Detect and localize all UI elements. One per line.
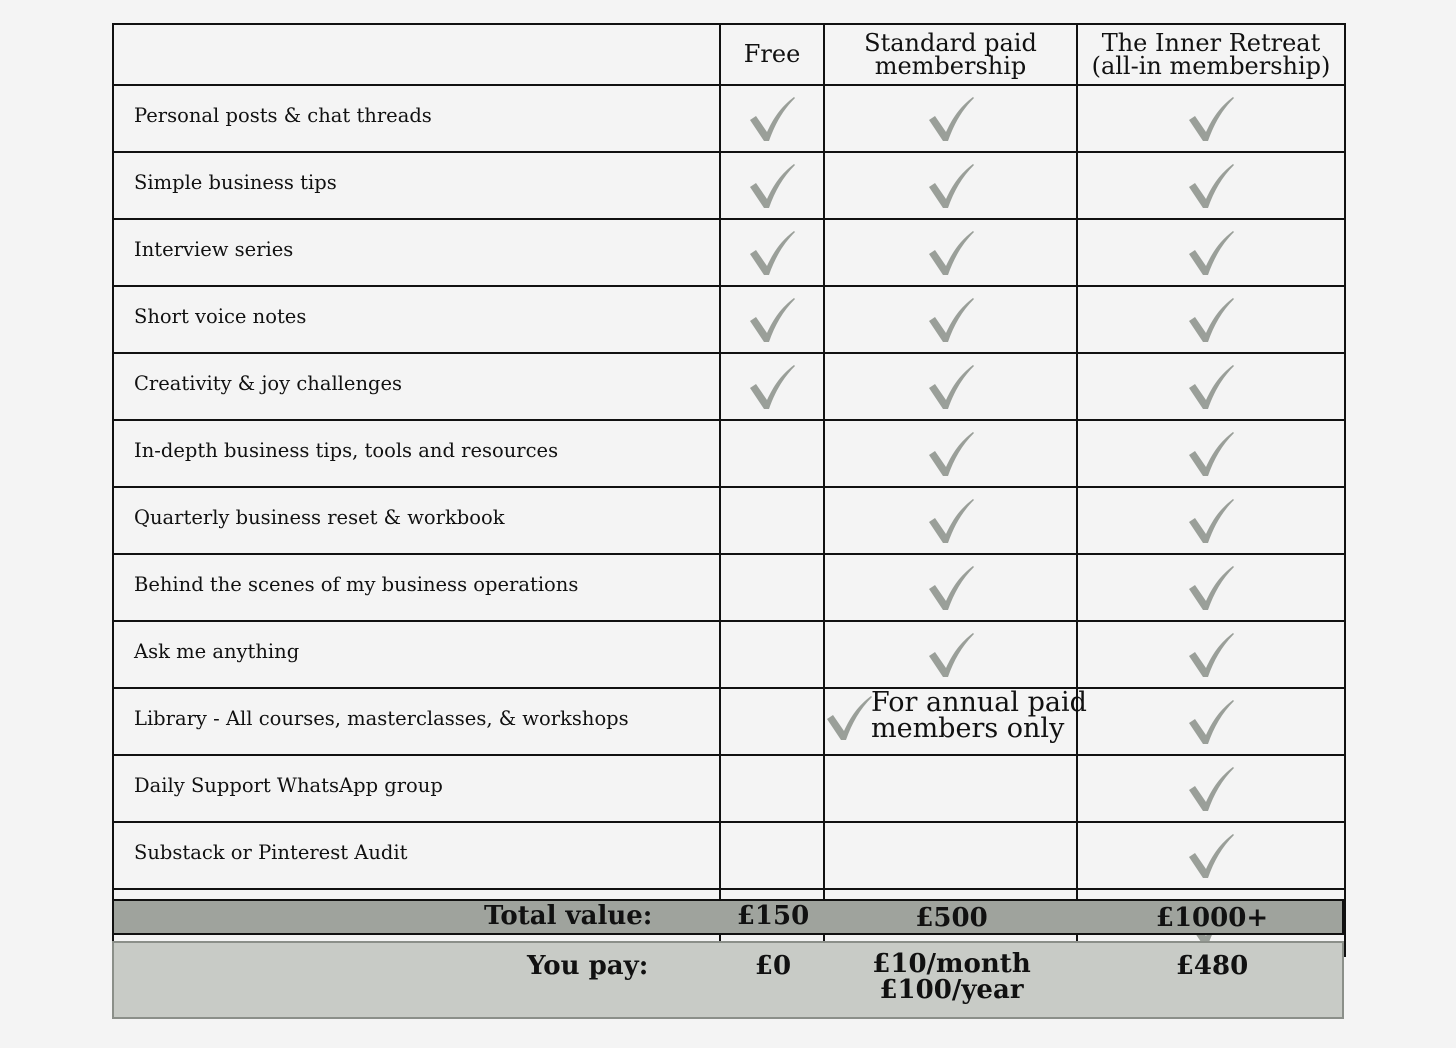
- cell-inner: [1077, 85, 1345, 152]
- membership-comparison-table: [112, 23, 1346, 957]
- table-row: [113, 85, 1345, 152]
- checkmark-icon: [927, 229, 975, 277]
- note-line1: For annual paid: [871, 687, 1087, 718]
- cell-standard: [824, 687, 1087, 755]
- checkmark-icon: [748, 229, 796, 277]
- total-value-bar: [112, 899, 1344, 935]
- cell-inner: [1077, 487, 1345, 554]
- checkmark-icon: [1187, 430, 1235, 478]
- cell-free: [720, 822, 824, 889]
- feature-label: Creativity & joy challenges: [113, 353, 720, 420]
- cell-inner: [1077, 286, 1345, 353]
- table-row: [113, 420, 1345, 487]
- checkmark-icon: [1187, 95, 1235, 143]
- cell-standard: [824, 219, 1077, 286]
- table-header-row: [113, 24, 1345, 85]
- feature-label: Daily Support WhatsApp group: [113, 755, 720, 822]
- total-value-free: £150: [736, 901, 810, 931]
- feature-label: Personal posts & chat threads: [113, 85, 720, 152]
- checkmark-icon: [748, 95, 796, 143]
- cell-standard: [824, 755, 1077, 822]
- cell-free: [720, 85, 824, 152]
- annual-members-note: [871, 687, 1087, 744]
- cell-free: [720, 420, 824, 487]
- total-value-label: Total value:: [484, 901, 653, 931]
- you-pay-standard-monthly: £10/month: [872, 949, 1031, 979]
- cell-free: [720, 353, 824, 420]
- cell-inner: [1077, 688, 1345, 755]
- table-row: [113, 755, 1345, 822]
- header-inner-line1: The Inner Retreat: [1101, 28, 1321, 57]
- header-inner-line2: (all-in membership): [1091, 51, 1331, 80]
- cell-free: [720, 755, 824, 822]
- you-pay-free: £0: [754, 951, 792, 981]
- feature-label: Interview series: [113, 219, 720, 286]
- table-row: [113, 487, 1345, 554]
- cell-free: [720, 621, 824, 688]
- checkmark-icon: [1187, 564, 1235, 612]
- checkmark-icon: [748, 363, 796, 411]
- note-line2: members only: [871, 713, 1065, 744]
- table-row: [113, 822, 1345, 889]
- cell-inner: [1077, 554, 1345, 621]
- checkmark-icon: [927, 296, 975, 344]
- cell-free: [720, 554, 824, 621]
- header-standard-line2: membership: [874, 51, 1027, 80]
- feature-label: Library - All courses, masterclasses, & workshops: [113, 688, 720, 755]
- checkmark-icon: [927, 430, 975, 478]
- cell-standard: [824, 353, 1077, 420]
- cell-inner: [1077, 420, 1345, 487]
- feature-label: Quarterly business reset & workbook: [113, 487, 720, 554]
- table-row: [113, 353, 1345, 420]
- header-free-label: Free: [743, 40, 801, 68]
- header-free: [720, 24, 824, 85]
- table-row: [113, 152, 1345, 219]
- cell-inner: [1077, 219, 1345, 286]
- checkmark-icon: [1187, 296, 1235, 344]
- table-row: [113, 621, 1345, 688]
- feature-label: Ask me anything: [113, 621, 720, 688]
- cell-free: [720, 688, 824, 755]
- cell-inner: [1077, 621, 1345, 688]
- checkmark-icon: [927, 95, 975, 143]
- checkmark-icon: [748, 296, 796, 344]
- checkmark-icon: [748, 162, 796, 210]
- cell-free: [720, 286, 824, 353]
- checkmark-icon: [1187, 631, 1235, 679]
- checkmark-icon: [1187, 698, 1235, 746]
- checkmark-icon: [1187, 832, 1235, 880]
- checkmark-icon: [1187, 497, 1235, 545]
- checkmark-icon: [1187, 162, 1235, 210]
- cell-free: [720, 219, 824, 286]
- checkmark-icon: [927, 363, 975, 411]
- cell-standard: [824, 152, 1077, 219]
- cell-standard: [824, 621, 1077, 688]
- you-pay-inner: £480: [1175, 951, 1249, 981]
- total-value-standard: £500: [915, 903, 988, 933]
- feature-label: Short voice notes: [113, 286, 720, 353]
- you-pay-standard-yearly: £100/year: [879, 975, 1024, 1005]
- checkmark-icon: [927, 564, 975, 612]
- table-row: [113, 554, 1345, 621]
- checkmark-icon: [825, 694, 873, 742]
- cell-free: [720, 487, 824, 554]
- checkmark-icon: [927, 631, 975, 679]
- cell-free: [720, 152, 824, 219]
- cell-inner: [1077, 353, 1345, 420]
- table-row: [113, 688, 1345, 755]
- feature-label: In-depth business tips, tools and resources: [113, 420, 720, 487]
- total-value-inner: £1000+: [1155, 903, 1269, 933]
- cell-standard: [824, 822, 1077, 889]
- you-pay-box: [112, 941, 1344, 1019]
- cell-standard: [824, 85, 1077, 152]
- header-standard: [824, 24, 1077, 85]
- checkmark-icon: [1187, 363, 1235, 411]
- feature-label: Substack or Pinterest Audit: [113, 822, 720, 889]
- checkmark-icon: [927, 162, 975, 210]
- feature-label: Simple business tips: [113, 152, 720, 219]
- table-row: [113, 286, 1345, 353]
- checkmark-icon: [1187, 229, 1235, 277]
- you-pay-standard: [825, 951, 1078, 1003]
- checkmark-icon: [927, 497, 975, 545]
- checkmark-icon: [1187, 765, 1235, 813]
- cell-standard: [824, 554, 1077, 621]
- header-standard-line1: Standard paid: [864, 28, 1037, 57]
- cell-standard: [824, 487, 1077, 554]
- header-inner-retreat: [1077, 24, 1345, 85]
- feature-label: Behind the scenes of my business operations: [113, 554, 720, 621]
- cell-standard: [824, 420, 1077, 487]
- header-feature-column: [113, 24, 720, 85]
- cell-inner: [1077, 152, 1345, 219]
- table-row: [113, 219, 1345, 286]
- cell-inner: [1077, 755, 1345, 822]
- you-pay-label: You pay:: [527, 951, 649, 981]
- cell-inner: [1077, 822, 1345, 889]
- cell-standard: [824, 286, 1077, 353]
